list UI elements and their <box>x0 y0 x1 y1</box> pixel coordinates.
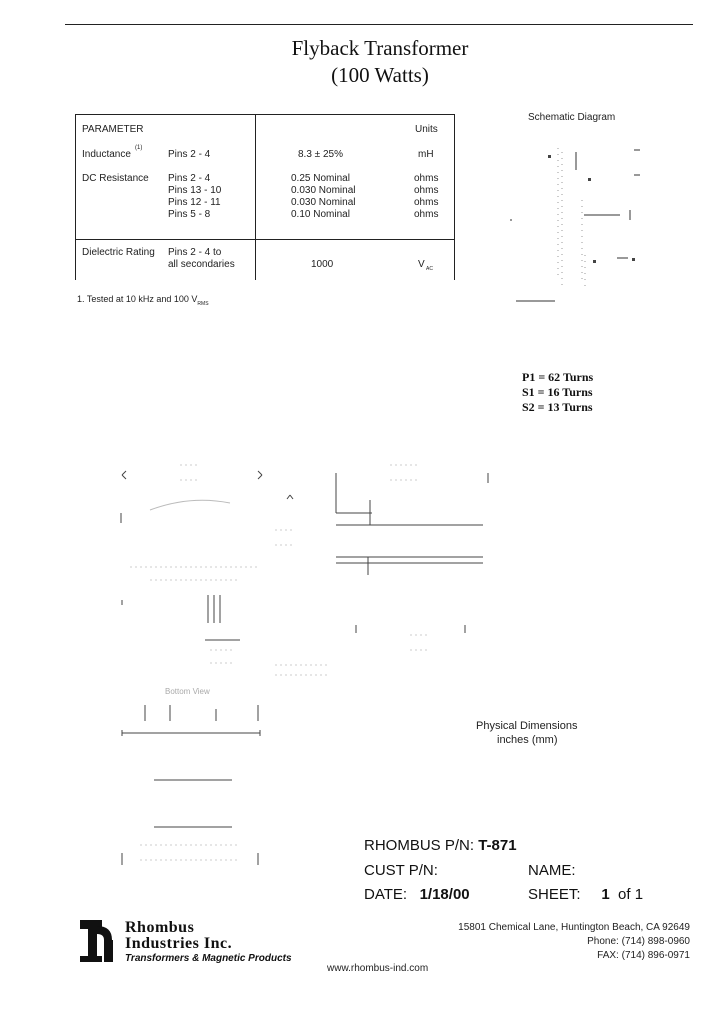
dcr-pins-1: Pins 2 - 4 <box>168 173 211 184</box>
cust-pn: CUST P/N: <box>364 862 438 879</box>
winding-s2: S2 = 13 Turns <box>522 400 593 414</box>
company-name-line1: Rhombus <box>125 919 195 936</box>
company-name-line2: Industries Inc. <box>125 935 233 952</box>
company-address: 15801 Chemical Lane, Huntington Beach, CA 92649 <box>458 922 690 933</box>
dielectric-pins-2: all secondaries <box>168 259 235 270</box>
inductance-label: Inductance <box>82 149 131 160</box>
sheet-value: 1 <box>601 886 610 903</box>
units-header: Units <box>415 124 438 135</box>
date-value: 1/18/00 <box>419 886 470 903</box>
winding-s1: S1 = 16 Turns <box>522 385 593 399</box>
dielectric-unit: V <box>418 259 425 270</box>
dcr-value-1: 0.25 Nominal <box>291 173 350 184</box>
company-phone: Phone: (714) 898-0960 <box>587 936 690 947</box>
dcr-pins-3: Pins 12 - 11 <box>168 197 221 208</box>
top-rule <box>65 24 693 25</box>
dimensions-units: inches (mm) <box>497 734 558 746</box>
company-fax: FAX: (714) 896-0971 <box>597 950 690 961</box>
company-website[interactable]: www.rhombus-ind.com <box>327 963 429 974</box>
dc-resistance-label: DC Resistance <box>82 173 149 184</box>
name-field: NAME: <box>528 862 576 879</box>
dielectric-label: Dielectric Rating <box>82 247 155 258</box>
dcr-pins-4: Pins 5 - 8 <box>168 209 211 220</box>
rhombus-pn-value: T-871 <box>478 837 517 854</box>
sheet-field: SHEET: 1 of 1 <box>528 886 644 903</box>
schematic-diagram <box>500 140 660 340</box>
dcr-value-4: 0.10 Nominal <box>291 209 350 220</box>
dcr-unit-2: ohms <box>414 185 439 196</box>
dcr-pins-2: Pins 13 - 10 <box>168 185 222 196</box>
dielectric-pins-1: Pins 2 - 4 to <box>168 247 222 258</box>
inductance-unit: mH <box>418 149 434 160</box>
date-field: DATE: 1/18/00 <box>364 886 470 903</box>
footnote: 1. Tested at 10 kHz and 100 $V_{RMS}$ <box>77 294 209 307</box>
company-tagline: Transformers & Magnetic Products <box>125 953 292 964</box>
rhombus-logo-icon <box>78 918 118 964</box>
schematic-title: Schematic Diagram <box>528 112 616 123</box>
spec-table <box>75 114 455 280</box>
dcr-value-2: 0.030 Nominal <box>291 185 356 196</box>
dielectric-value: 1000 <box>311 259 334 270</box>
inductance-value: 8.3 ± 25% <box>298 149 343 160</box>
page-title: Flyback Transformer <box>291 36 469 60</box>
rhombus-pn: RHOMBUS P/N: T-871 <box>364 837 517 854</box>
dielectric-unit-sub: AC <box>426 266 433 272</box>
dimension-drawings <box>110 455 490 875</box>
dcr-unit-4: ohms <box>414 209 439 220</box>
winding-p1: P1 = 62 Turns <box>522 370 594 384</box>
bottom-view-label: Bottom View <box>165 687 210 696</box>
page-subtitle: (100 Watts) <box>331 63 429 87</box>
dcr-unit-3: ohms <box>414 197 439 208</box>
dcr-value-3: 0.030 Nominal <box>291 197 356 208</box>
inductance-pins: Pins 2 - 4 <box>168 149 211 160</box>
footnote-marker: (1) <box>135 145 143 151</box>
dimensions-caption: Physical Dimensions <box>476 720 578 732</box>
parameter-header: PARAMETER <box>82 124 144 135</box>
dcr-unit-1: ohms <box>414 173 439 184</box>
